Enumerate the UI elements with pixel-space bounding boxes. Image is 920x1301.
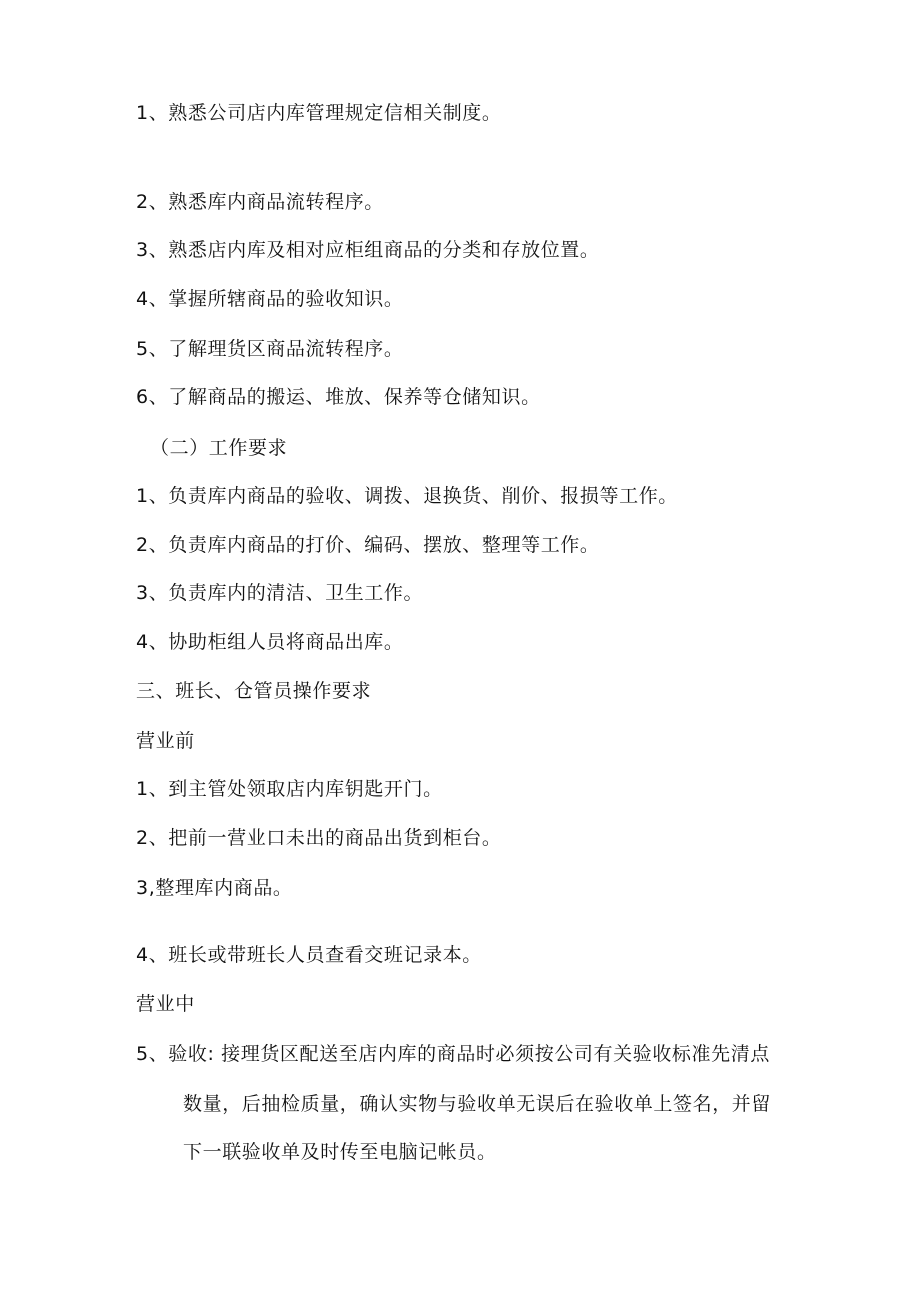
duty-item-3: 3、熟悉店内库及相对应柜组商品的分类和存放位置。 [136, 239, 600, 261]
subheading-before-business: 营业前 [136, 730, 195, 752]
operation-item-5-continued-2: 下一联验收单及时传至电脑记帐员。 [183, 1141, 497, 1163]
operation-item-3: 3,整理库内商品。 [136, 877, 293, 899]
duty-item-6: 6、了解商品的搬运、堆放、保养等仓储知识。 [136, 386, 541, 408]
requirement-item-2: 2、负责库内商品的打价、编码、摆放、整理等工作。 [136, 534, 600, 556]
section-heading-work-requirements: （二）工作要求 [150, 437, 288, 459]
duty-item-5: 5、了解理货区商品流转程序。 [136, 338, 404, 360]
operation-item-5: 5、验收: 接理货区配送至店内库的商品时必须按公司有关验收标准先清点 [136, 1043, 770, 1065]
operation-item-4: 4、班长或带班长人员查看交班记录本。 [136, 944, 482, 966]
requirement-item-1: 1、负责库内商品的验收、调拨、退换货、削价、报损等工作。 [136, 485, 678, 507]
requirement-item-4: 4、协助柜组人员将商品出库。 [136, 631, 404, 653]
duty-item-2: 2、熟悉库内商品流转程序。 [136, 191, 384, 213]
operation-item-5-continued-1: 数量，后抽检质量，确认实物与验收单无误后在验收单上签名，并留 [183, 1093, 772, 1115]
duty-item-4: 4、掌握所辖商品的验收知识。 [136, 288, 404, 310]
subheading-during-business: 营业中 [136, 993, 195, 1015]
duty-item-1: 1、熟悉公司店内库管理规定信相关制度。 [136, 102, 502, 124]
operation-item-2: 2、把前一营业口未出的商品出货到柜台。 [136, 827, 502, 849]
requirement-item-3: 3、负责库内的清洁、卫生工作。 [136, 582, 424, 604]
section-heading-operation-requirements: 三、班长、仓管员操作要求 [136, 680, 372, 702]
operation-item-1: 1、到主管处领取店内库钥匙开门。 [136, 778, 443, 800]
